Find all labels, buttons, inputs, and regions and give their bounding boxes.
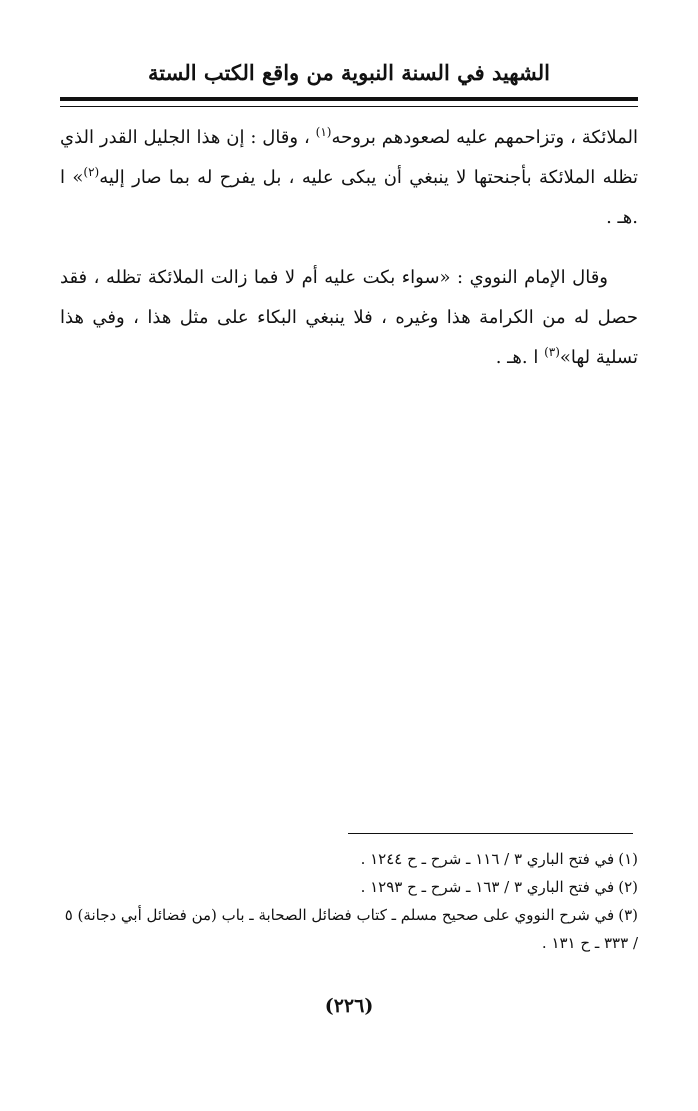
footnote-1-number: (١) — [618, 850, 638, 868]
footnote-separator — [348, 833, 633, 834]
paragraph-2 — [60, 258, 638, 378]
footnote-2 — [60, 873, 638, 901]
header-rule-thin — [60, 106, 638, 107]
page-number: (٢٢٦) — [324, 995, 374, 1017]
footnote-2-text: في فتح الباري ٣ / ١٦٣ ـ شرح ـ ح ١٢٩٣ . — [360, 878, 615, 896]
paragraph-1-part-b: ، وقال : إن هذا الجليل القدر الذي تظله الملائكة بأجنحتها لا ينبغي أن يبكى عليه ، بل يفرح له بما صار إليه — [60, 127, 638, 188]
paragraph-2-part-a: وقال الإمام النووي : «سواء بكت عليه أم لا فما زالت الملائكة تظله ، فقد حصل له من الكرامة هذا وغيره ، فلا ينبغي البكاء على مثل هذا ، وفي هذا تسلية لها» — [60, 267, 638, 368]
paragraph-1 — [60, 118, 638, 238]
footnotes — [60, 845, 638, 957]
paragraph-1-part-c: » ا .هـ . — [60, 167, 638, 228]
paragraph-1-part-a: الملائكة ، وتزاحمهم عليه لصعودهم بروحه — [331, 127, 638, 148]
footnote-3-number: (٣) — [618, 906, 638, 924]
main-text — [60, 118, 638, 398]
paragraph-2-part-b: ا .هـ . — [495, 347, 545, 368]
footnote-1-text: في فتح الباري ٣ / ١١٦ ـ شرح ـ ح ١٢٤٤ . — [360, 850, 615, 868]
footnote-1 — [60, 845, 638, 873]
footnote-ref-1: (١) — [315, 125, 332, 139]
footnote-3 — [60, 901, 638, 957]
footnote-ref-3: (٣) — [544, 345, 560, 359]
running-head-title: الشهيد في السنة النبوية من واقع الكتب الستة — [148, 60, 550, 85]
footnote-ref-2: (٢) — [83, 165, 100, 179]
footnote-2-number: (٢) — [618, 878, 638, 896]
footnote-3-text: في شرح النووي على صحيح مسلم ـ كتاب فضائل الصحابة ـ باب (من فضائل أبي دجانة) ٥ / ٣٣٣ ـ ح ١٣١ . — [64, 906, 638, 952]
header-rule-thick — [60, 97, 638, 101]
